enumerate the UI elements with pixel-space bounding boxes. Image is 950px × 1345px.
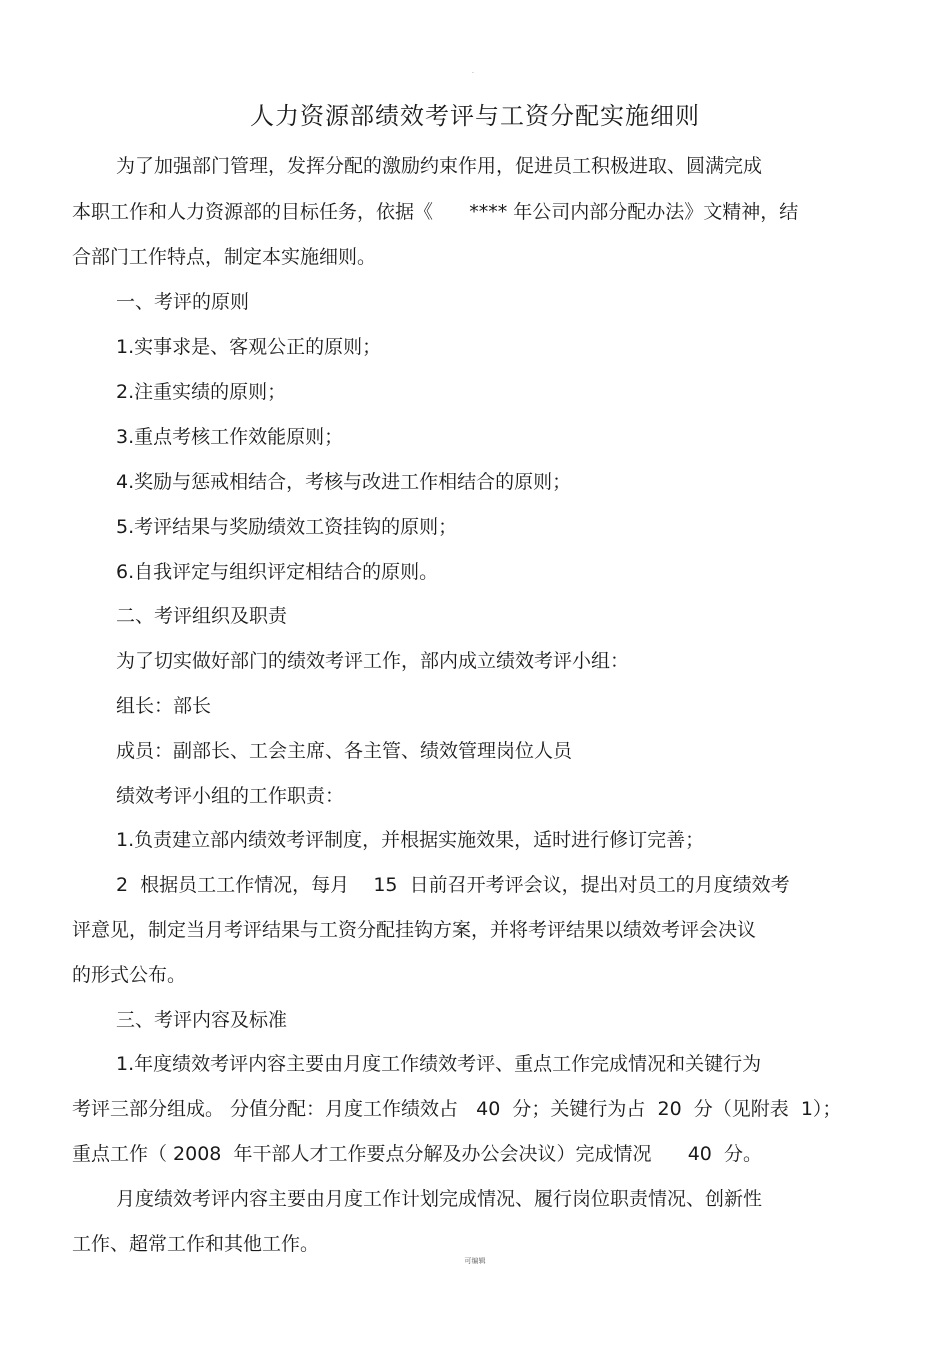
list-item: 6.自我评定与组织评定相结合的原则。	[116, 561, 439, 583]
paragraph-line: 本职工作和人力资源部的目标任务，依据《 **** 年公司内部分配办法》文精神，结	[72, 201, 799, 223]
footer-note: 可编辑	[464, 1257, 486, 1265]
paragraph-line: 评意见，制定当月考评结果与工资分配挂钩方案，并将考评结果以绩效考评会决议	[72, 919, 757, 941]
paragraph-line: 工作、超常工作和其他工作。	[72, 1233, 320, 1255]
paragraph-line: 考评三部分组成。 分值分配：月度工作绩效占 40 分；关键行为占 20 分（见附表 1）；	[72, 1098, 842, 1120]
paragraph-line: 的形式公布。	[72, 964, 187, 986]
list-item: 4.奖励与惩戒相结合，考核与改进工作相结合的原则；	[116, 471, 572, 493]
paragraph-line: 组长：部长	[116, 695, 212, 717]
paragraph-line: 重点工作（ 2008 年干部人才工作要点分解及办公会决议）完成情况 40 分。	[72, 1143, 762, 1165]
list-item: 1.实事求是、客观公正的原则；	[116, 336, 382, 358]
list-item: 3.重点考核工作效能原则；	[116, 426, 344, 448]
paragraph-line: 成员：副部长、工会主席、各主管、绩效管理岗位人员	[116, 740, 573, 762]
section-heading: 二、考评组织及职责	[116, 605, 288, 627]
paragraph-line: 合部门工作特点，制定本实施细则。	[72, 246, 377, 268]
list-item: 5.考评结果与奖励绩效工资挂钩的原则；	[116, 516, 458, 538]
section-heading: 一、考评的原则	[116, 291, 250, 313]
paragraph-line: 1.年度绩效考评内容主要由月度工作绩效考评、重点工作完成情况和关键行为	[116, 1053, 762, 1075]
paragraph-line: 为了加强部门管理，发挥分配的激励约束作用，促进员工积极进取、圆满完成	[116, 155, 763, 177]
paragraph-line: 为了切实做好部门的绩效考评工作，部内成立绩效考评小组：	[116, 650, 630, 672]
list-item: 1.负责建立部内绩效考评制度，并根据实施效果，适时进行修订完善；	[116, 829, 705, 851]
section-heading: 三、考评内容及标准	[116, 1009, 288, 1031]
list-item: 2 根据员工工作情况，每月 15 日前召开考评会议，提出对员工的月度绩效考	[116, 874, 790, 896]
paragraph-line: 月度绩效考评内容主要由月度工作计划完成情况、履行岗位职责情况、创新性	[116, 1188, 763, 1210]
document-title: 人力资源部绩效考评与工资分配实施细则	[250, 102, 700, 130]
header-dot: .	[472, 68, 474, 75]
list-item: 2.注重实绩的原则；	[116, 381, 287, 403]
paragraph-line: 绩效考评小组的工作职责：	[116, 785, 345, 807]
